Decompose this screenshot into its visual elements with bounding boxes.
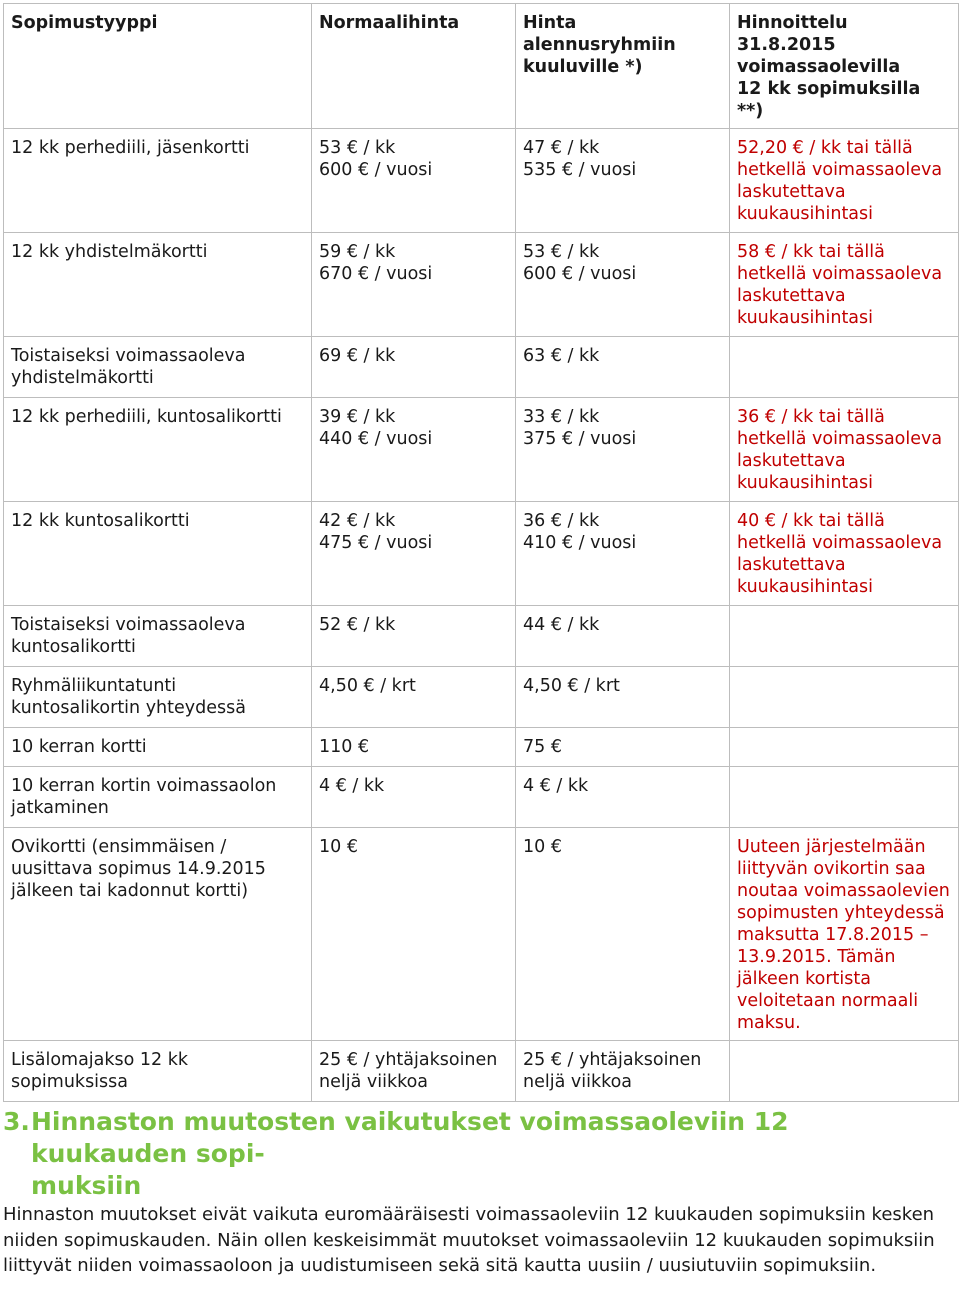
cell-discount-price: 36 € / kk 410 € / vuosi <box>516 502 730 606</box>
cell-contract: Lisälomajakso 12 kk sopimuksissa <box>4 1041 312 1102</box>
table-row <box>4 767 959 828</box>
cell-contract: 12 kk yhdistelmäkortti <box>4 233 312 337</box>
cell-contract: 10 kerran kortti <box>4 728 312 767</box>
cell-contract: Toistaiseksi voimassaoleva yhdistelmäkortti <box>4 337 312 398</box>
cell-current-pricing <box>730 337 959 398</box>
cell-discount-price: 33 € / kk 375 € / vuosi <box>516 398 730 502</box>
cell-normal-price: 53 € / kk 600 € / vuosi <box>312 129 516 233</box>
cell-normal-price: 42 € / kk 475 € / vuosi <box>312 502 516 606</box>
cell-discount-price: 10 € <box>516 828 730 1041</box>
table-row <box>4 337 959 398</box>
cell-discount-price: 44 € / kk <box>516 606 730 667</box>
cell-current-pricing: 52,20 € / kk tai tällä hetkellä voimassaoleva laskutettava kuukausihintasi <box>730 129 959 233</box>
cell-contract: 12 kk perhediili, kuntosalikortti <box>4 398 312 502</box>
cell-current-pricing: 36 € / kk tai tällä hetkellä voimassaoleva laskutettava kuukausihintasi <box>730 398 959 502</box>
cell-discount-price: 25 € / yhtäjaksoinen neljä viikkoa <box>516 1041 730 1102</box>
table-row <box>4 398 959 502</box>
cell-normal-price: 25 € / yhtäjaksoinen neljä viikkoa <box>312 1041 516 1102</box>
cell-discount-price: 75 € <box>516 728 730 767</box>
cell-discount-price: 63 € / kk <box>516 337 730 398</box>
table-row <box>4 502 959 606</box>
table-row <box>4 828 959 1041</box>
cell-normal-price: 69 € / kk <box>312 337 516 398</box>
cell-contract: Ryhmäliikuntatunti kuntosalikortin yhteydessä <box>4 667 312 728</box>
cell-normal-price: 52 € / kk <box>312 606 516 667</box>
table-row <box>4 1041 959 1102</box>
cell-current-pricing <box>730 767 959 828</box>
cell-current-pricing: 40 € / kk tai tällä hetkellä voimassaoleva laskutettava kuukausihintasi <box>730 502 959 606</box>
cell-contract: 12 kk perhediili, jäsenkortti <box>4 129 312 233</box>
header-discount-price: Hinta alennusryhmiin kuuluville *) <box>516 4 730 129</box>
header-contract-type: Sopimustyyppi <box>4 4 312 129</box>
cell-normal-price: 39 € / kk 440 € / vuosi <box>312 398 516 502</box>
cell-normal-price: 4 € / kk <box>312 767 516 828</box>
table-row <box>4 129 959 233</box>
header-normal-price: Normaalihinta <box>312 4 516 129</box>
section-number: 3. <box>3 1107 30 1136</box>
cell-contract: 10 kerran kortin voimassaolon jatkaminen <box>4 767 312 828</box>
cell-contract: 12 kk kuntosalikortti <box>4 502 312 606</box>
cell-current-pricing <box>730 606 959 667</box>
section-title: Hinnaston muutosten vaikutukset voimassaoleviin 12 kuukauden sopi- muksiin <box>31 1107 789 1200</box>
cell-current-pricing <box>730 1041 959 1102</box>
cell-current-pricing: Uuteen järjestelmään liittyvän ovikortin saa noutaa voimassaolevien sopimusten yhteydessä maksutta 17.8.2015 – 13.9.2015. Tämän jälkeen kortista veloitetaan normaali maksu. <box>730 828 959 1041</box>
body-paragraph: Hinnaston muutokset eivät vaikuta euromääräisesti voimassaoleviin 12 kuukauden sopimuksiin kesken niiden sopimuskauden. Näin ollen keskeisimmät muutokset voimassaoleviin 12 kuukauden sopimuksiin liittyvät niiden voimassaoloon ja uudistumiseen sekä sitä kautta uusiin / uusiutuviin sopimuksiin. <box>3 1204 935 1276</box>
table-row <box>4 667 959 728</box>
cell-normal-price: 4,50 € / krt <box>312 667 516 728</box>
cell-current-pricing <box>730 667 959 728</box>
cell-contract: Toistaiseksi voimassaoleva kuntosalikortti <box>4 606 312 667</box>
cell-current-pricing: 58 € / kk tai tällä hetkellä voimassaoleva laskutettava kuukausihintasi <box>730 233 959 337</box>
cell-discount-price: 47 € / kk 535 € / vuosi <box>516 129 730 233</box>
cell-discount-price: 53 € / kk 600 € / vuosi <box>516 233 730 337</box>
cell-contract: Ovikortti (ensimmäisen / uusittava sopimus 14.9.2015 jälkeen tai kadonnut kortti) <box>4 828 312 1041</box>
header-current-pricing: Hinnoittelu 31.8.2015 voimassaolevilla 12 kk sopimuksilla **) <box>730 4 959 129</box>
cell-normal-price: 59 € / kk 670 € / vuosi <box>312 233 516 337</box>
table-row <box>4 233 959 337</box>
cell-normal-price: 110 € <box>312 728 516 767</box>
table-header-row <box>4 4 959 129</box>
table-row <box>4 728 959 767</box>
price-table <box>3 3 959 1102</box>
table-row <box>4 606 959 667</box>
cell-current-pricing <box>730 728 959 767</box>
cell-discount-price: 4 € / kk <box>516 767 730 828</box>
cell-discount-price: 4,50 € / krt <box>516 667 730 728</box>
cell-normal-price: 10 € <box>312 828 516 1041</box>
section-heading <box>3 1106 953 1202</box>
